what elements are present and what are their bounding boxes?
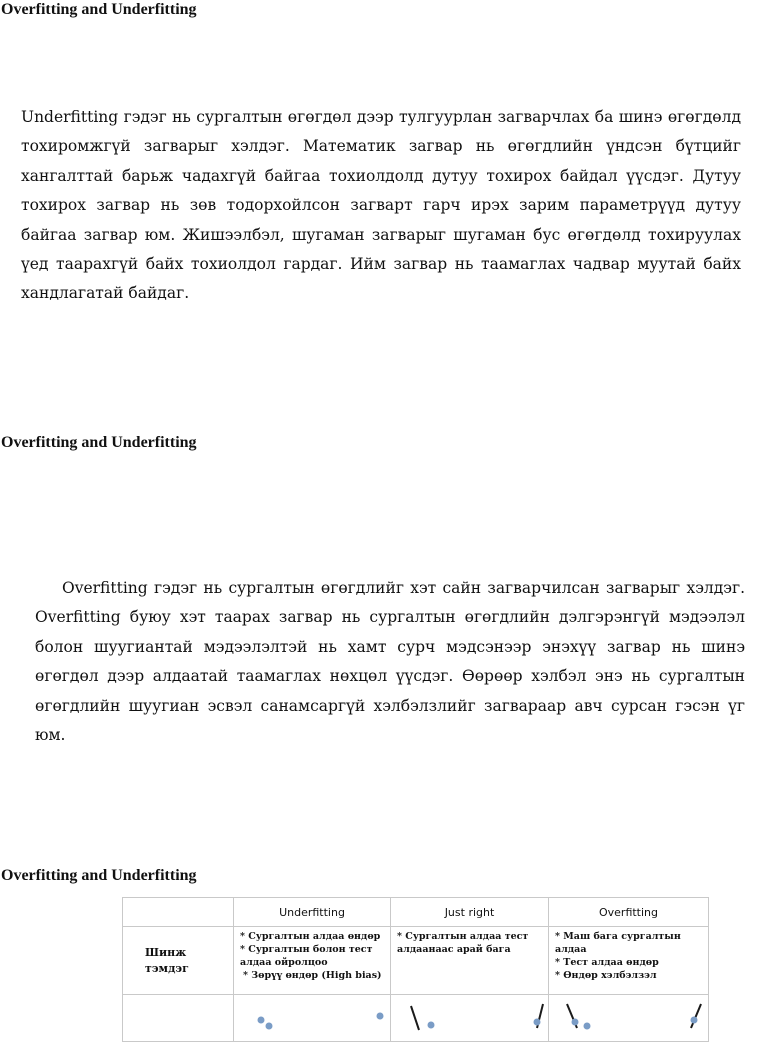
list-item: * Сургалтын алдаа тест алдаанаас арай бага [397, 931, 529, 955]
header-just-right: Just right [391, 898, 549, 927]
data-point [534, 1019, 541, 1026]
underfitting-paragraph: Underfitting гэдэг нь сургалтын өгөгдөл дээр тулгуурлан загварчлах ба шинэ өгөгдөлд тохиромжгүй загварыг хэлдэг. Математик загвар нь өгөгдлийн үндсэн бүтцийг хангалттай барьж чадахгүй байгаа тохиолдолд дутуу тохирох байдал үүсдэг. Дутуу тохирох загвар нь зөв тодорхойлсон загварт гарч ирэх зарим параметрүүд дутуу байгаа загвар юм. Жишээлбэл, шугаман загварыг шугаман бус өгөгдөлд тохируулах үед таарахгүй байх тохиолдол гардаг. Ийм загвар нь таамаглах чадвар муутай байх хандлагатай байдаг. [21, 108, 741, 303]
overfitting-plot-svg [555, 998, 715, 1038]
section-title: Overfitting and Underfitting [1, 867, 197, 884]
table-row [123, 927, 709, 995]
data-point [377, 1013, 384, 1020]
data-point [691, 1017, 698, 1024]
row-label-line: тэмдэг [145, 961, 189, 975]
underfitting-plot [234, 995, 391, 1042]
list-item: * Сургалтын алдаа өндөр [240, 931, 381, 942]
section-title: Overfitting and Underfitting [1, 1, 197, 18]
row-label-line: Шинж [145, 945, 187, 959]
list-item: * Сургалтын болон тест алдаа ойролцоо [240, 944, 373, 968]
data-point [572, 1019, 579, 1026]
data-point [258, 1017, 265, 1024]
list-item: * Өндөр хэлбэлзэл [555, 970, 657, 981]
table-row [123, 995, 709, 1042]
fit-curve [411, 1006, 419, 1030]
section-title: Overfitting and Underfitting [1, 434, 197, 451]
just-right-traits [391, 927, 549, 995]
overfitting-plot [549, 995, 709, 1042]
comparison-table [122, 897, 709, 1042]
row-label [123, 927, 234, 995]
just-right-plot-svg [397, 998, 555, 1038]
viz-empty [123, 995, 234, 1042]
underfitting-plot-svg [240, 998, 397, 1038]
underfitting-traits [234, 927, 391, 995]
header-overfitting: Overfitting [549, 898, 709, 927]
overfitting-paragraph: Overfitting гэдэг нь сургалтын өгөгдлийг хэт сайн загварчилсан загварыг хэлдэг. Overfitting буюу хэт таарах загвар нь сургалтын өгөгдлийн дэлгэрэнгүй мэдээлэл болон шуугиантай мэдээлэлтэй нь хамт сурч мэдсэнээр энэхүү загвар нь шинэ өгөгдөл дээр алдаатай таамаглах нөхцөл үүсдэг. Өөрөөр хэлбэл энэ нь сургалтын өгөгдлийн шуугиан эсвэл санамсаргүй хэлбэлзлийг загвараар авч сурсан гэсэн үг юм. [35, 579, 745, 745]
table-header-row [123, 898, 709, 927]
list-item: * Тест алдаа өндөр [555, 957, 659, 968]
header-underfitting: Underfitting [234, 898, 391, 927]
header-empty [123, 898, 234, 927]
list-item: * Маш бага сургалтын алдаа [555, 931, 681, 955]
comparison-table-wrap [122, 897, 708, 1037]
overfitting-traits [549, 927, 709, 995]
list-item: * Зөрүү өндөр (High bias) [243, 970, 382, 981]
fit-curve [691, 1004, 701, 1028]
data-point [428, 1022, 435, 1029]
just-right-plot [391, 995, 549, 1042]
